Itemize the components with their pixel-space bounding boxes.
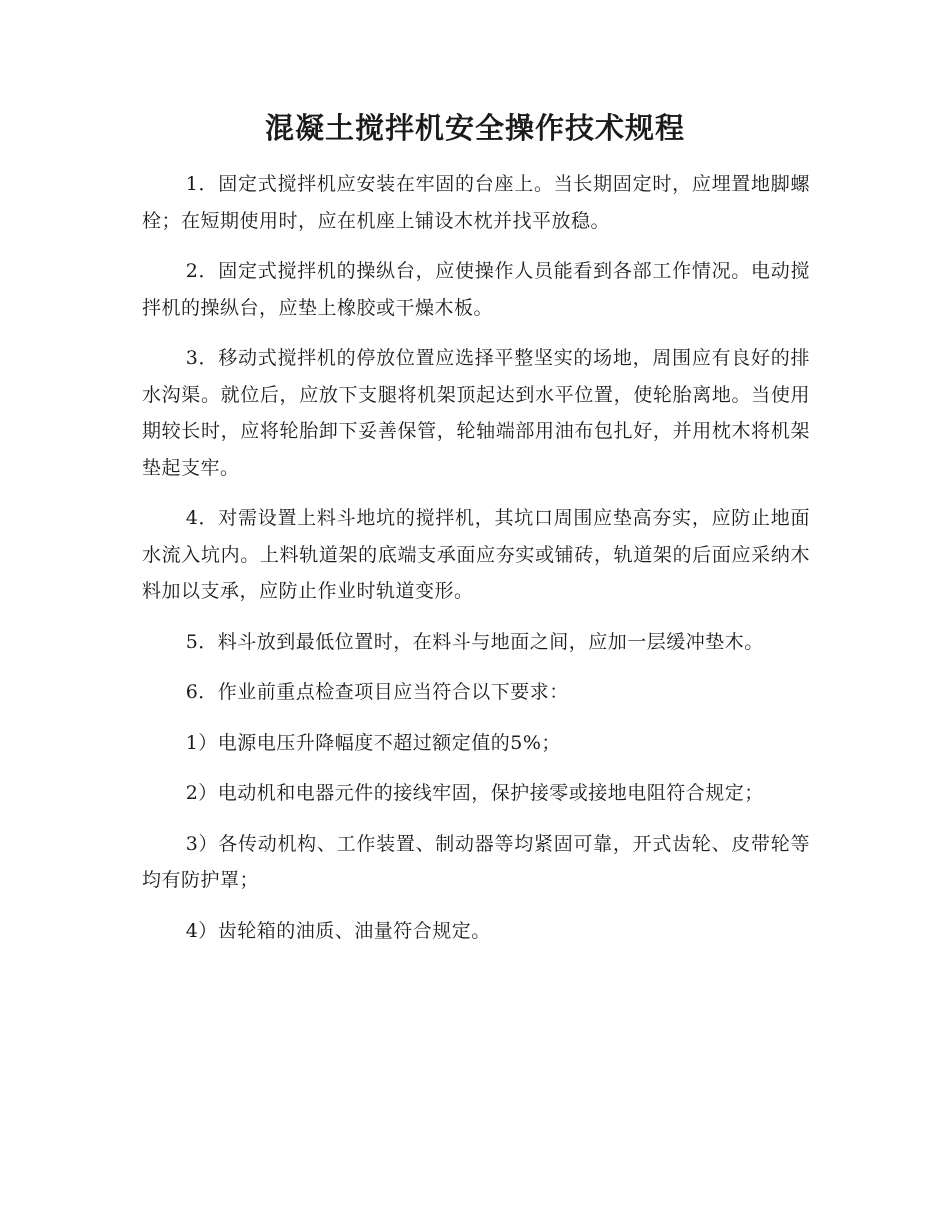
paragraph-3: 3．移动式搅拌机的停放位置应选择平整坚实的场地，周围应有良好的排水沟渠。就位后，应放下支腿将机架顶起达到水平位置，使轮胎离地。当使用期较长时，应将轮胎卸下妥善保管，轮轴端部用油布包扎好，并用枕木将机架垫起支牢。	[142, 347, 810, 479]
paragraph-4: 4．对需设置上料斗地坑的搅拌机，其坑口周围应垫高夯实，应防止地面水流入坑内。上料轨道架的底端支承面应夯实或铺砖，轨道架的后面应采纳木料加以支承，应防止作业时轨道变形。	[142, 507, 810, 602]
document-title: 混凝土搅拌机安全操作技术规程	[264, 111, 685, 145]
paragraph-6: 6．作业前重点检查项目应当符合以下要求：	[185, 681, 569, 703]
requirement-item-1: 1）电源电压升降幅度不超过额定值的5%；	[185, 731, 561, 754]
paragraph-2: 2．固定式搅拌机的操纵台，应使操作人员能看到各部工作情况。电动搅拌机的操纵台，应垫上橡胶或干燥木板。	[142, 260, 810, 319]
paragraph-1: 1．固定式搅拌机应安装在牢固的台座上。当长期固定时，应埋置地脚螺栓；在短期使用时，应在机座上铺设木枕并找平放稳。	[142, 173, 810, 232]
requirement-item-4: 4）齿轮箱的油质、油量符合规定。	[185, 919, 491, 942]
document-body	[142, 166, 810, 963]
requirement-item-3: 3）各传动机构、工作装置、制动器等均紧固可靠，开式齿轮、皮带轮等均有防护罩；	[142, 832, 810, 891]
requirement-item-2: 2）电动机和电器元件的接线牢固，保护接零或接地电阻符合规定；	[185, 782, 764, 804]
paragraph-5: 5．料斗放到最低位置时，在料斗与地面之间，应加一层缓冲垫木。	[185, 630, 764, 653]
